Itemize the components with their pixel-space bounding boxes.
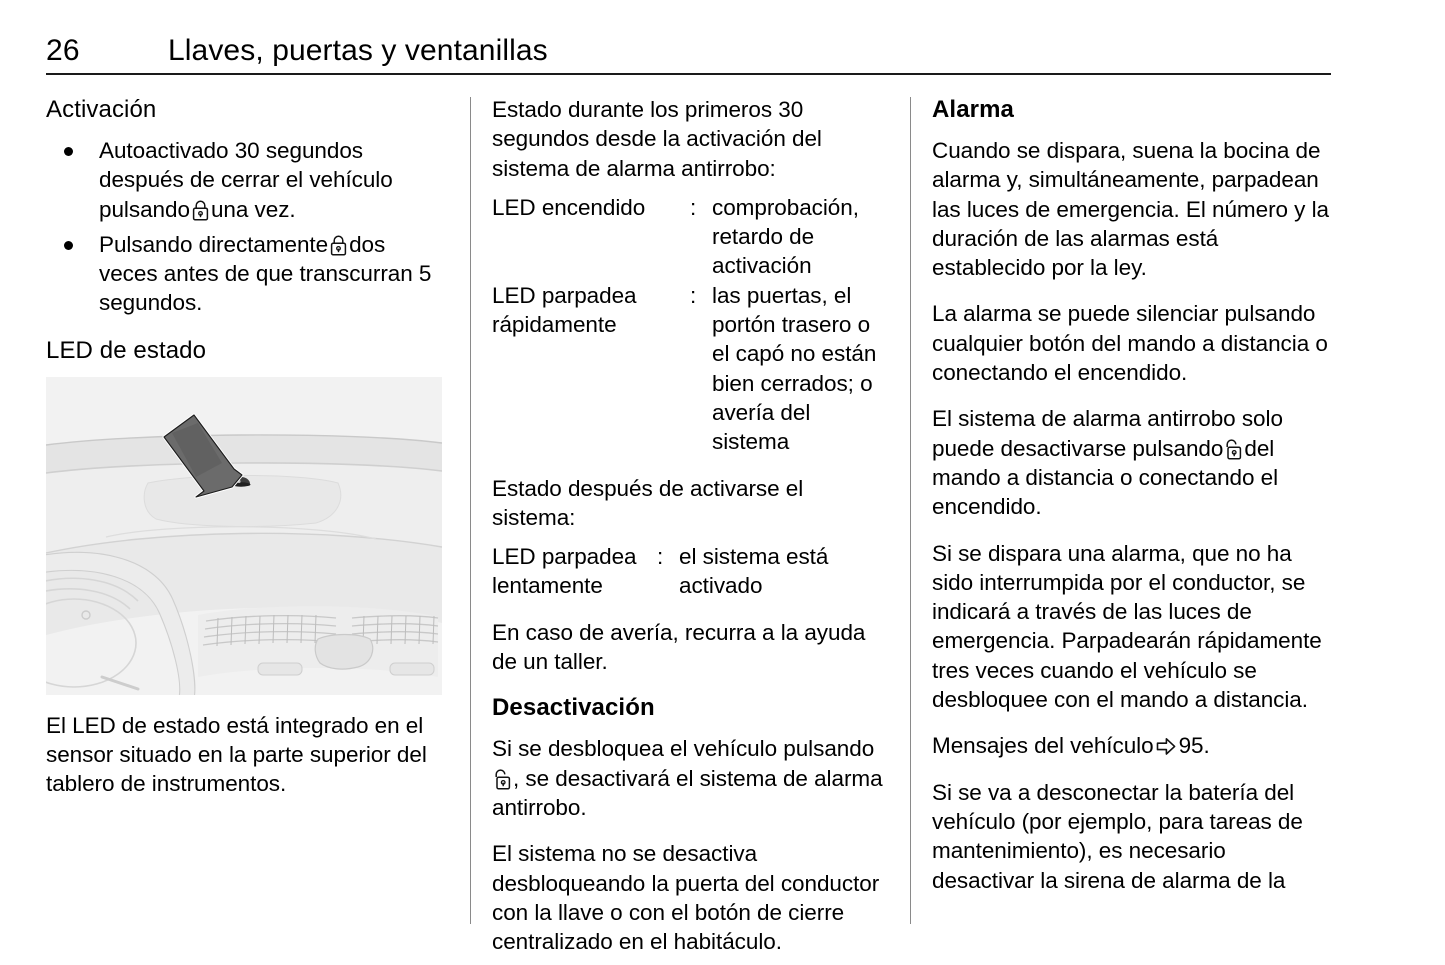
chapter-title: Llaves, puertas y ventanillas — [168, 34, 548, 67]
paragraph-text-after: , se desactivará el sistema de alarma antirrobo. — [492, 765, 883, 820]
column-right — [932, 95, 1332, 930]
heading-alarma: Alarma — [932, 96, 1014, 123]
bullet-text-after: una vez. — [210, 196, 296, 222]
led-state-colon: : — [690, 282, 697, 308]
lock-open-icon — [494, 769, 511, 790]
cross-reference-arrow-icon — [1156, 737, 1176, 756]
paragraph-unlock-deactivates — [492, 734, 892, 822]
heading-activacion: Activación — [46, 96, 157, 123]
column-left — [46, 95, 446, 930]
lock-closed-icon — [192, 200, 209, 221]
led-state-row — [492, 281, 892, 457]
cross-reference-vehicle-messages — [932, 731, 1332, 760]
led-state-row — [492, 193, 892, 281]
header-divider — [46, 73, 1331, 75]
led-states-after-list — [492, 542, 892, 601]
heading-desactivacion: Desactivación — [492, 694, 655, 722]
lock-closed-icon — [330, 235, 347, 256]
column-separator-1 — [470, 97, 471, 924]
paragraph-battery-disconnect: Si se va a desconectar la batería del vehículo (por ejemplo, para tareas de mantenimiento), es necesario desactivar la sirena de alarma de la — [932, 779, 1303, 893]
paragraph-alarm-triggered: Cuando se dispara, suena la bocina de alarma y, simultáneamente, parpadean las luces de emergencia. El número y la duración de las alarmas está establecido por la ley. — [932, 138, 1329, 281]
led-state-colon: : — [690, 194, 697, 220]
led-state-description: el sistema está activado — [679, 544, 829, 599]
lock-open-icon — [1225, 439, 1242, 460]
paragraph-text-after: del mando a distancia o conectando el encendido. — [932, 435, 1279, 520]
list-item — [46, 230, 446, 318]
led-states-initial-list — [492, 193, 892, 457]
page-header — [46, 34, 1331, 78]
led-state-term: LED encendido — [492, 194, 646, 220]
page-columns — [46, 95, 1345, 955]
figure-led-sensor-location — [46, 377, 442, 695]
activation-bullet-list — [46, 136, 446, 318]
xref-page-number: 95. — [1178, 733, 1210, 759]
paragraph-alarm-silence: La alarma se puede silenciar pulsando cualquier botón del mando a distancia o conectando el encendido. — [932, 301, 1328, 386]
paragraph-text-before: Si se desbloquea el vehículo pulsando — [492, 736, 875, 762]
paragraph-alarm-indication: Si se dispara una alarma, que no ha sido interrumpida por el conductor, se indicará a través de las luces de emergencia. Parpadearán rápidamente tres veces cuando el vehículo se desbloquee con el mando a distancia. — [932, 540, 1322, 713]
column-middle — [492, 95, 892, 955]
xref-label: Mensajes del vehículo — [932, 733, 1154, 759]
led-state-term: LED parpadea lentamente — [492, 544, 637, 599]
intro-first-30-seconds: Estado durante los primeros 30 segundos desde la activación del sistema de alarma antirrobo: — [492, 97, 822, 181]
figure-caption: El LED de estado está integrado en el sensor situado en la parte superior del tablero de instrumentos. — [46, 712, 427, 797]
led-state-description: comprobación, retardo de activación — [712, 194, 859, 279]
heading-led-de-estado: LED de estado — [46, 336, 207, 364]
paragraph-not-deactivated-by-key: El sistema no se desactiva desbloqueando la puerta del conductor con la llave o con el botón de cierre centralizado en el habitáculo. — [492, 841, 880, 955]
list-item — [46, 136, 446, 224]
paragraph-alarm-disable — [932, 404, 1332, 521]
led-state-colon: : — [657, 544, 664, 570]
led-state-row — [492, 542, 892, 601]
led-state-term: LED parpadea rápidamente — [492, 282, 637, 338]
led-state-description: las puertas, el portón trasero o el capó no están bien cerrados; o avería del sistema — [712, 282, 877, 455]
bullet-text-after: dos veces antes de que transcurran 5 segundos. — [99, 231, 432, 316]
bullet-text-before: Pulsando directamente — [99, 231, 329, 257]
paragraph-text-before: El sistema de alarma antirrobo solo puede desactivarse pulsando — [932, 406, 1283, 461]
page-number: 26 — [46, 34, 80, 67]
column-separator-2 — [910, 97, 911, 924]
fault-note: En caso de avería, recurra a la ayuda de un taller. — [492, 619, 866, 675]
bullet-text-before: Autoactivado 30 segundos después de cerrar el vehículo pulsando — [99, 138, 393, 222]
intro-after-activation: Estado después de activarse el sistema: — [492, 475, 804, 530]
